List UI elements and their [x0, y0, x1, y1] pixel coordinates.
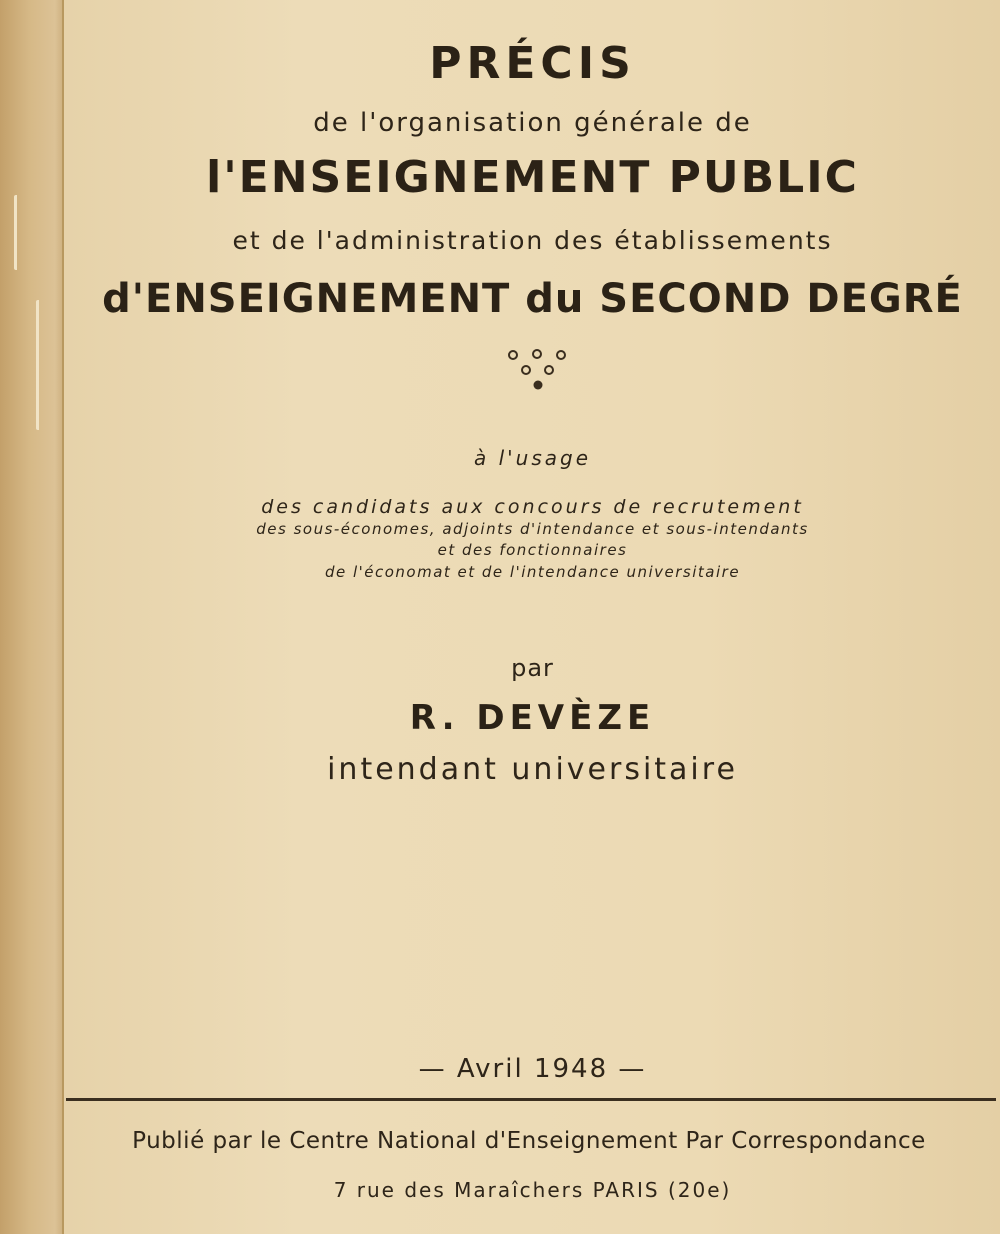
publisher-name: Publié par le Centre National d'Enseignement Par Correspondance	[132, 1128, 926, 1154]
author-title: intendant universitaire	[327, 752, 738, 787]
title-enseignement-public: l'ENSEIGNEMENT PUBLIC	[206, 152, 859, 203]
torn-edge	[36, 300, 49, 430]
divider-rule	[66, 1098, 996, 1101]
audience-line: des sous-économes, adjoints d'intendance et sous-intendants	[256, 520, 809, 538]
title-line-organisation: de l'organisation générale de	[313, 108, 752, 138]
book-spine	[0, 0, 64, 1234]
audience-line: de l'économat et de l'intendance universitaire	[324, 563, 741, 581]
title-precis: PRÉCIS	[429, 38, 636, 89]
audience-line: et des fonctionnaires	[437, 541, 628, 559]
publication-date: — Avril 1948 —	[418, 1054, 647, 1084]
publisher-address: 7 rue des Maraîchers PARIS (20e)	[333, 1178, 732, 1202]
author-par: par	[511, 654, 554, 682]
torn-edge	[14, 195, 47, 270]
audience-intro: à l'usage	[473, 446, 592, 470]
title-line-administration: et de l'administration des établissements	[232, 226, 833, 255]
audience-line: des candidats aux concours de recrutement	[261, 496, 804, 518]
dots-ornament	[505, 348, 569, 394]
title-second-degre: d'ENSEIGNEMENT du SECOND DEGRÉ	[102, 276, 963, 322]
author-name: R. DEVÈZE	[409, 698, 656, 738]
